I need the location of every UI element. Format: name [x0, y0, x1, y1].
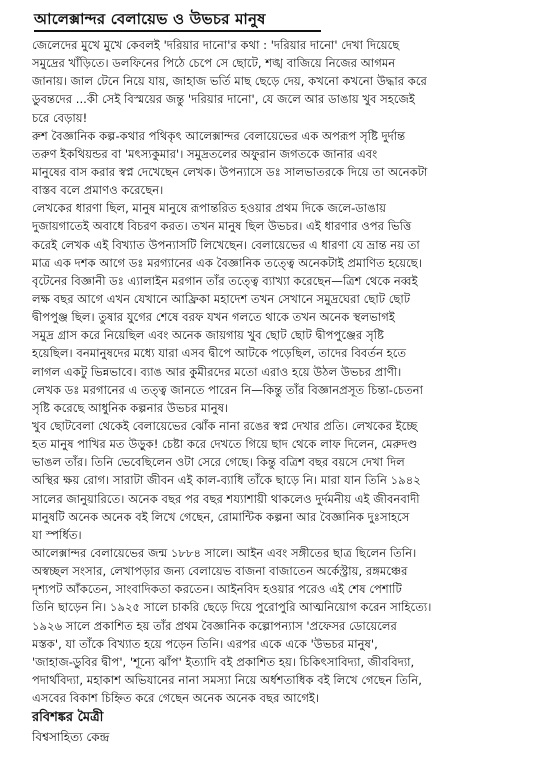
text-line: অস্থির ক্ষয় রোগ। সারাটা জীবন এই কাল-ব্যাধি তাঁকে ছাড়ে নি। মারা যান তিনি ১৯৪২ [32, 473, 421, 488]
text-line: চরে বেড়ায়! [32, 110, 88, 125]
text-line: যা স্পর্ধিত। [32, 527, 82, 542]
paragraph [32, 544, 538, 707]
text-line: সমুদ্র গ্রাস করে নিয়েছিল এবং অনেক জায়গায় খুব ছোট ছোট দ্বীপপুঞ্জের সৃষ্টি [32, 328, 384, 343]
text-line: হত মানুষ পাখির মত উড়ুক! চেষ্টা করে দেখতে গিয়ে ছাদ থেকে লাফ দিলেন, মেরুদণ্ড [32, 437, 418, 452]
text-line: মস্তক', যা তাঁকে বিখ্যাত হয়ে পড়েন তিনি। এরপর একে একে 'উভচর মানুষ', [32, 636, 378, 651]
text-line: ১৯২৬ সালে প্রকাশিত হয় তাঁর প্রথম বৈজ্ঞানিক কল্পোপন্যাস 'প্রফেসর ডোয়েলের [32, 618, 397, 633]
text-line: করেই লেখক এই বিখ্যাত উপন্যাসটি লিখেছেন। বেলায়েভের এ ধারণা যে ভ্রান্ত নয় তা [32, 237, 420, 252]
text-line: লেখক ডঃ মরগানের এ তত্ত্ব জানতে পারেন নি—কিন্তু তাঁর বিজ্ঞানপ্রসূত চিন্তা-চেতনা [32, 382, 423, 397]
text-line: পদার্থবিদ্যা, মহাকাশ অভিযানের নানা সমস্যা নিয়ে অর্ধশতাধিক বই লিখে গেছেন তিনি, [32, 672, 422, 687]
paragraph [32, 417, 538, 544]
text-line: জেলেদের মুখে মুখে কেবলই 'দরিয়ার দানো'র কথা : 'দরিয়ার দানো' দেখা দিয়েছে [32, 38, 400, 52]
text-line: তরুণ ইকথিয়ন্ডর বা 'মৎস্যকুমার'। সমুদ্রতলের অফুরান জগতকে জানার এবং [32, 146, 378, 161]
text-line: দ্বীপপুঞ্জ ছিল। তুষার যুগের শেষে বরফ যখন গলতে থাকে তখন অনেক স্থলভাগই [32, 310, 395, 325]
text-line: রুশ বৈজ্ঞানিক কল্প-কথার পথিকৃৎ আলেক্সান্দর বেলায়েভের এক অপরূপ সৃষ্টি দুর্দান্ত [32, 128, 406, 143]
text-line: সালের জানুয়ারিতে। অনেক বছর পর বছর শয্যাশায়ী থাকলেও দুর্দমনীয় এই জীবনবাদী [32, 491, 420, 506]
paragraph [32, 127, 538, 200]
text-line: মাত্র এক দশক আগে ডঃ মরগ্যানের এক বৈজ্ঞানিক তত্ত্বে অনেকটাই প্রমাণিত হয়েছে। [32, 255, 422, 270]
text-line: সমুদ্রের খাঁড়িতে। ডলফিনের পিঠে চেপে সে ছোটে, শঙ্খ বাজিয়ে নিজের আগমন [32, 56, 396, 71]
text-line: আলেক্সান্দর বেলায়েভের জন্ম ১৮৮৪ সালে। আইন এবং সঙ্গীতের ছাত্র ছিলেন তিনি। [32, 545, 417, 560]
text-line: লক্ষ বছর আগে এখন যেখানে আফ্রিকা মহাদেশ তখন সেখানে সমুদ্রঘেরা ছোট ছোট [32, 291, 411, 306]
text-line: মানুষটি অনেক অনেক বই লিখে গেছেন, রোমান্টিক কল্পনা আর বৈজ্ঞানিক দুঃসাহসে [32, 509, 410, 524]
text-line: খুব ছোটবেলা থেকেই বেলায়েভের ঝোঁক নানা রঙের স্বপ্ন দেখার প্রতি। লেখকের ইচ্ছে [32, 418, 418, 433]
text-line: এসবের বিকাশ চিহ্নিত করে গেছেন অনেক অনেক বছর আগেই। [32, 691, 320, 706]
text-line: বাস্তব বলে প্রমাণও করেছেন। [32, 183, 164, 198]
text-line: দুজায়গাতেই অবাধে বিচরণ করত। তখন মানুষ ছিল উভচর। এই ধারণার ওপর ভিত্তি [32, 219, 412, 234]
paragraph [32, 199, 538, 417]
text-line: বৃটেনের বিজ্ঞানী ডঃ এ্যালাইন মরগান তাঁর তত্ত্বে ব্যাখ্যা করেছেন—ত্রিশ থেকে নব্বই [32, 273, 418, 288]
article-title: আলেক্সান্দর বেলায়েভ ও উভচর মানুষ [34, 10, 266, 28]
paragraph [32, 36, 538, 127]
text-line: সৃষ্টি করেছে আধুনিক কল্পনার উভচর মানুষ। [32, 400, 229, 415]
text-line: 'জাহাজ-ডুবির দ্বীপ', 'শূন্যে ঝাঁপ' ইত্যাদি বই প্রকাশিত হয়। চিকিৎসাবিদ্যা, জীববিদ্যা, [32, 654, 415, 669]
text-line: দৃশ্যপট আঁকতেন, সাংবাদিকতা করতেন। আইনবিদ হওয়ার পরেও এই শেষ পেশাটি [32, 582, 402, 597]
text-line: তিনি ছাড়েন নি। ১৯২৫ সালে চাকরি ছেড়ে দিয়ে পুরোপুরি আত্মনিয়োগ করেন সাহিত্যে। [32, 600, 432, 615]
article-body [32, 36, 538, 707]
title-underline [34, 30, 321, 32]
text-line: অস্বচ্ছল সংসার, লেখাপড়ার জন্য বেলায়েভ বাজনা বাজাতেন অর্কেস্ট্রায়, রঙ্গমঞ্চের [32, 564, 408, 579]
organization-name: বিশ্বসাহিত্য কেন্দ্র [32, 730, 110, 744]
text-line: লাগল একটু ভিন্নভাবে। ব্যাঙ আর কুমীরদের মতো এরাও হয়ে উঠল উভচর প্রাণী। [32, 364, 402, 379]
text-line: ভাঙল তাঁর। তিনি ভেবেছিলেন ওটা সেরে গেছে। কিন্তু বত্রিশ বছর বয়সে দেখা দিল [32, 455, 405, 470]
text-line: হয়েছিল। বনমানুষদের মধ্যে যারা এসব দ্বীপে আটকে পড়েছিল, তাদের বিবর্তন হতে [32, 346, 407, 361]
text-line: জানায়। জাল টেনে নিয়ে যায়, জাহাজ ভর্তি মাছ ছেড়ে দেয়, কখনো কখনো উদ্ধার করে [32, 74, 427, 89]
article-footer [32, 708, 109, 746]
text-line: লেখকের ধারণা ছিল, মানুষ মানুষে রূপান্তরিত হওয়ার প্রথম দিকে জলে-ডাঙায় [32, 201, 386, 216]
author-name: রবিশঙ্কর মৈত্রী [32, 710, 104, 725]
text-line: ডুবন্তদের ...কী সেই বিস্ময়ের জন্তু 'দরিয়ার দানো', যে জলে আর ডাঙায় খুব সহজেই [32, 92, 415, 107]
text-line: মানুষের বাস করার স্বপ্ন দেখেছেন লেখক। উপন্যাসে ডঃ সালভাতরকে দিয়ে তা অনেকটা [32, 164, 428, 179]
